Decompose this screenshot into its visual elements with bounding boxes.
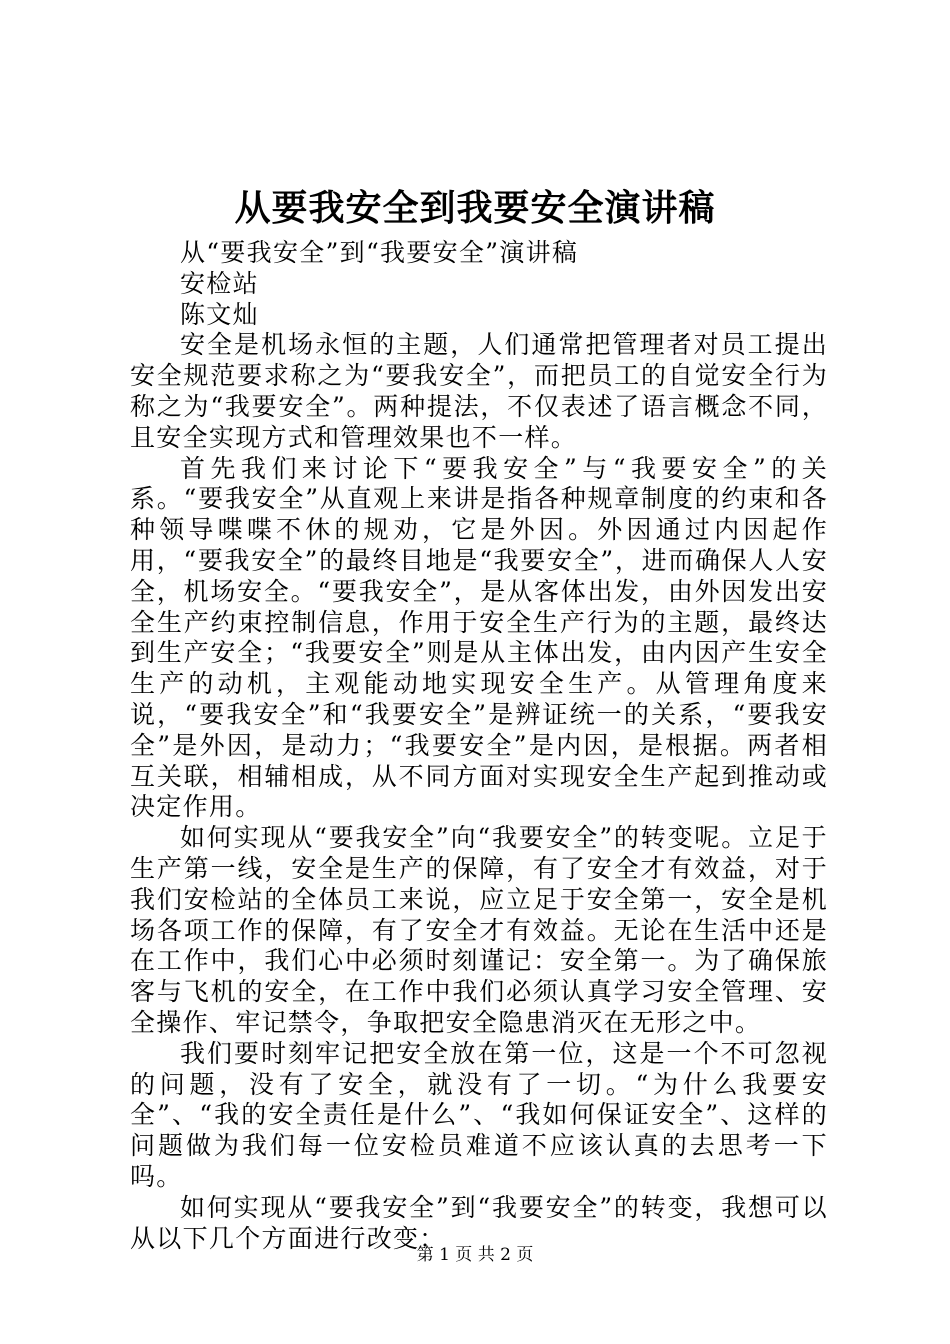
department-name: 安检站 (180, 268, 259, 298)
document-title: 从要我安全到我要安全演讲稿 (234, 187, 716, 229)
paragraph-intro: 安全是机场永恒的主题，人们通常把管理者对员工提出安全规范要求称之为“要我安全”，而把员工的自觉安全行为称之为“我要安全”。两种提法，不仅表述了语言概念不同，且安全实现方式和管理效果也不一样。 (130, 330, 828, 452)
paragraph-approach: 如何实现从“要我安全”到“我要安全”的转变，我想可以从以下几个方面进行改变： (130, 1192, 828, 1253)
paragraph-priority: 我们要时刻牢记把安全放在第一位，这是一个不可忽视的问题，没有了安全，就没有了一切。“为什么我要安全”、“我的安全责任是什么”、“我如何保证安全”、这样的问题做为我们每一位安检员难道不应该认真的去思考一下吗。 (130, 1038, 828, 1191)
document-body (130, 238, 828, 1254)
author-name: 陈文灿 (180, 299, 259, 329)
paragraph-relationship: 首先我们来讨论下“要我安全”与“我要安全”的关系。“要我安全”从直观上来讲是指各种规章制度的约束和各种领导喋喋不休的规劝，它是外因。外因通过内因起作用，“要我安全”的最终目地是“我要安全”，进而确保人人安全，机场安全。“要我安全”，是从客体出发，由外因发出安全生产约束控制信息，作用于安全生产行为的主题，最终达到生产安全；“我要安全”则是从主体出发，由内因产生安全生产的动机，主观能动地实现安全生产。从管理角度来说，“要我安全”和“我要安全”是辨证统一的关系，“要我安全”是外因，是动力；“我要安全”是内因，是根据。两者相互关联，相辅相成，从不同方面对实现安全生产起到推动或决定作用。 (130, 453, 828, 822)
page-footer: 第 1 页 共 2 页 (416, 1245, 534, 1265)
paragraph-transformation: 如何实现从“要我安全”向“我要安全”的转变呢。立足于生产第一线，安全是生产的保障，有了安全才有效益，对于我们安检站的全体员工来说，应立足于安全第一，安全是机场各项工作的保障，有了安全才有效益。无论在生活中还是在工作中，我们心中必须时刻谨记：安全第一。为了确保旅客与飞机的安全，在工作中我们必须认真学习安全管理、安全操作、牢记禁令，争取把安全隐患消灭在无形之中。 (130, 823, 828, 1037)
document-subtitle: 从“要我安全”到“我要安全”演讲稿 (180, 238, 579, 267)
